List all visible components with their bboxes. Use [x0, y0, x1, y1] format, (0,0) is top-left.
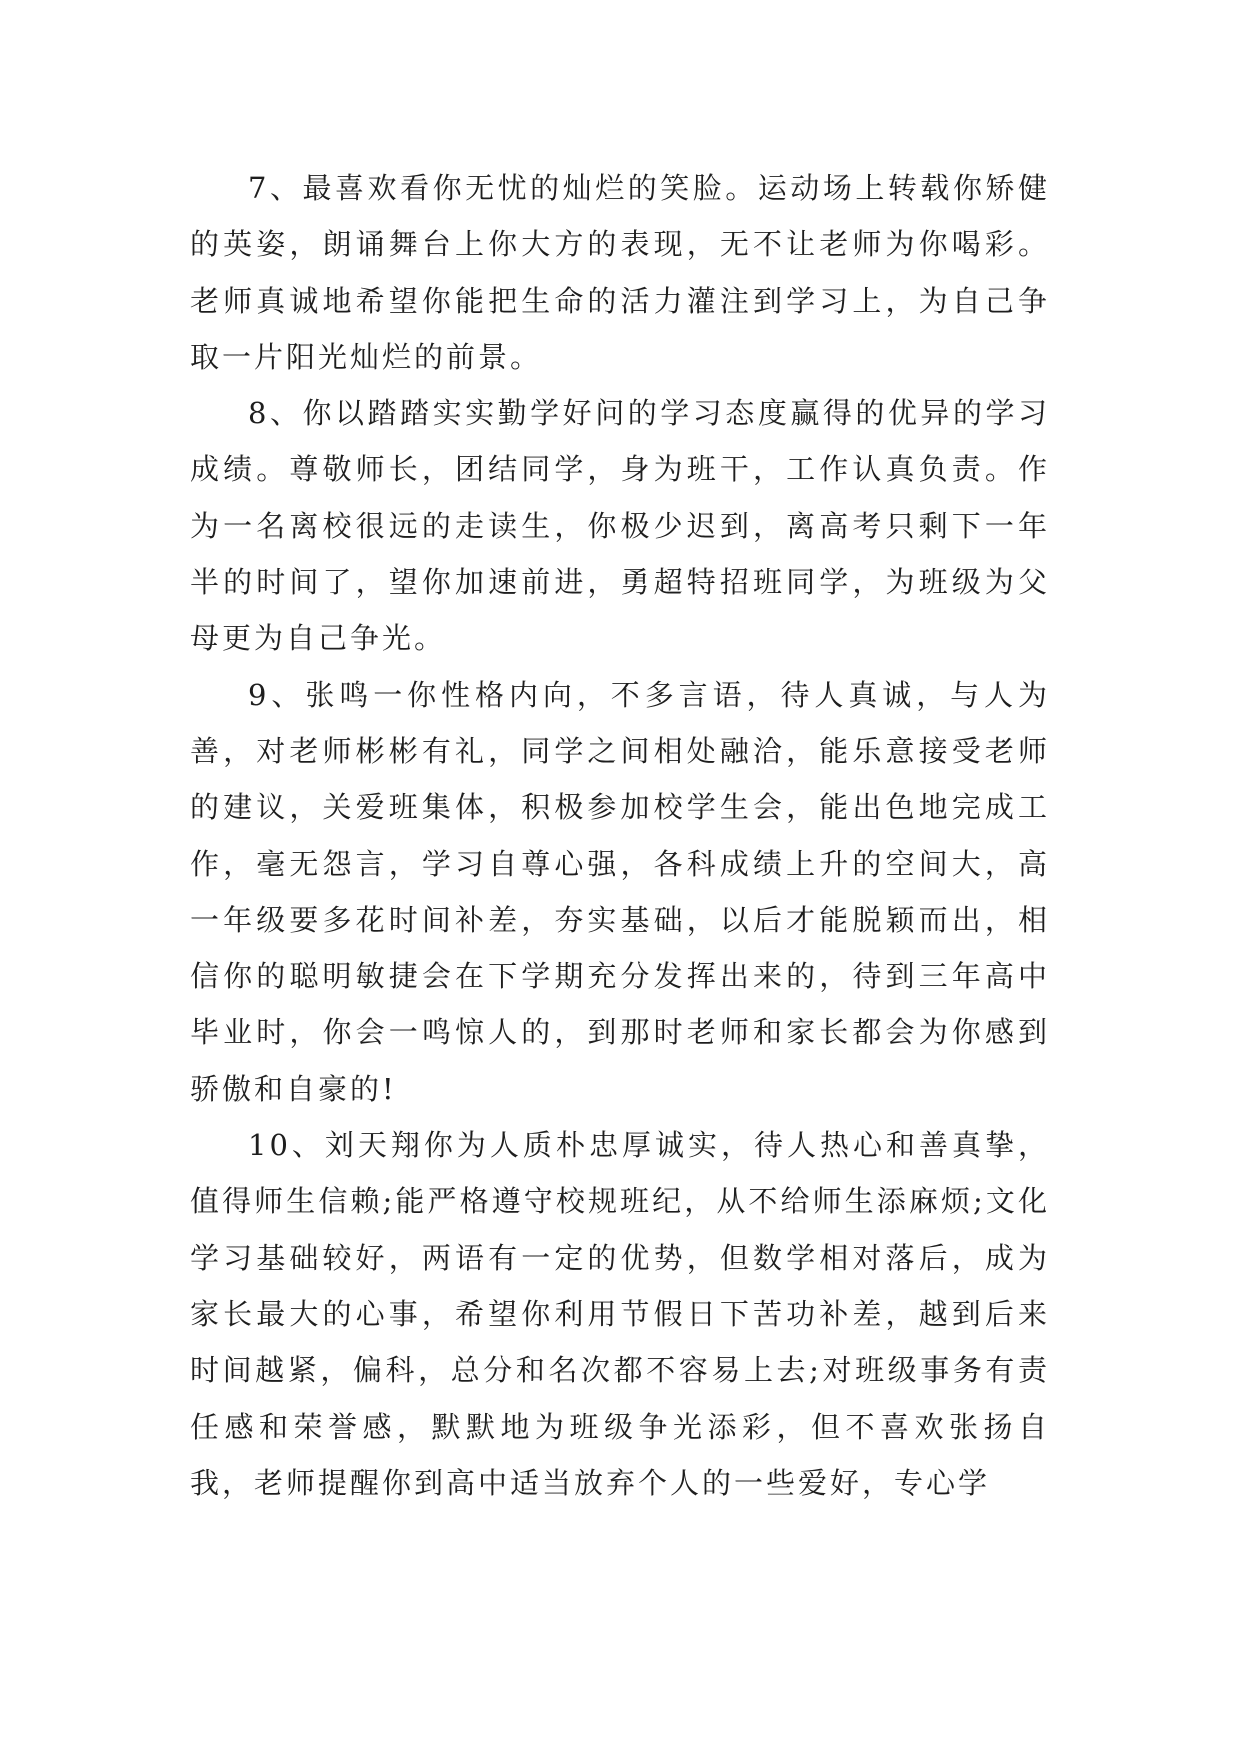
document-body	[190, 160, 1050, 1511]
paragraph-comment-10: 10、刘天翔你为人质朴忠厚诚实，待人热心和善真挚，值得师生信赖;能严格遵守校规班纪，从不给师生添麻烦;文化学习基础较好，两语有一定的优势，但数学相对落后，成为家长最大的心事，希望你利用节假日下苦功补差，越到后来时间越紧，偏科，总分和名次都不容易上去;对班级事务有责任感和荣誉感，默默地为班级争光添彩，但不喜欢张扬自我，老师提醒你到高中适当放弃个人的一些爱好，专心学	[190, 1128, 1050, 1500]
paragraph-comment-9: 9、张鸣一你性格内向，不多言语，待人真诚，与人为善，对老师彬彬有礼，同学之间相处融洽，能乐意接受老师的建议，关爱班集体，积极参加校学生会，能出色地完成工作，毫无怨言，学习自尊心强，各科成绩上升的空间大，高一年级要多花时间补差，夯实基础，以后才能脱颖而出，相信你的聪明敏捷会在下学期充分发挥出来的，待到三年高中毕业时，你会一鸣惊人的，到那时老师和家长都会为你感到骄傲和自豪的!	[190, 677, 1050, 1106]
paragraph-comment-7: 7、最喜欢看你无忧的灿烂的笑脸。运动场上转载你矫健的英姿，朗诵舞台上你大方的表现，无不让老师为你喝彩。老师真诚地希望你能把生命的活力灌注到学习上，为自己争取一片阳光灿烂的前景。	[190, 171, 1050, 374]
paragraph-comment-8: 8、你以踏踏实实勤学好问的学习态度赢得的优异的学习成绩。尊敬师长，团结同学，身为班干，工作认真负责。作为一名离校很远的走读生，你极少迟到，离高考只剩下一年半的时间了，望你加速前进，勇超特招班同学，为班级为父母更为自己争光。	[190, 396, 1050, 656]
